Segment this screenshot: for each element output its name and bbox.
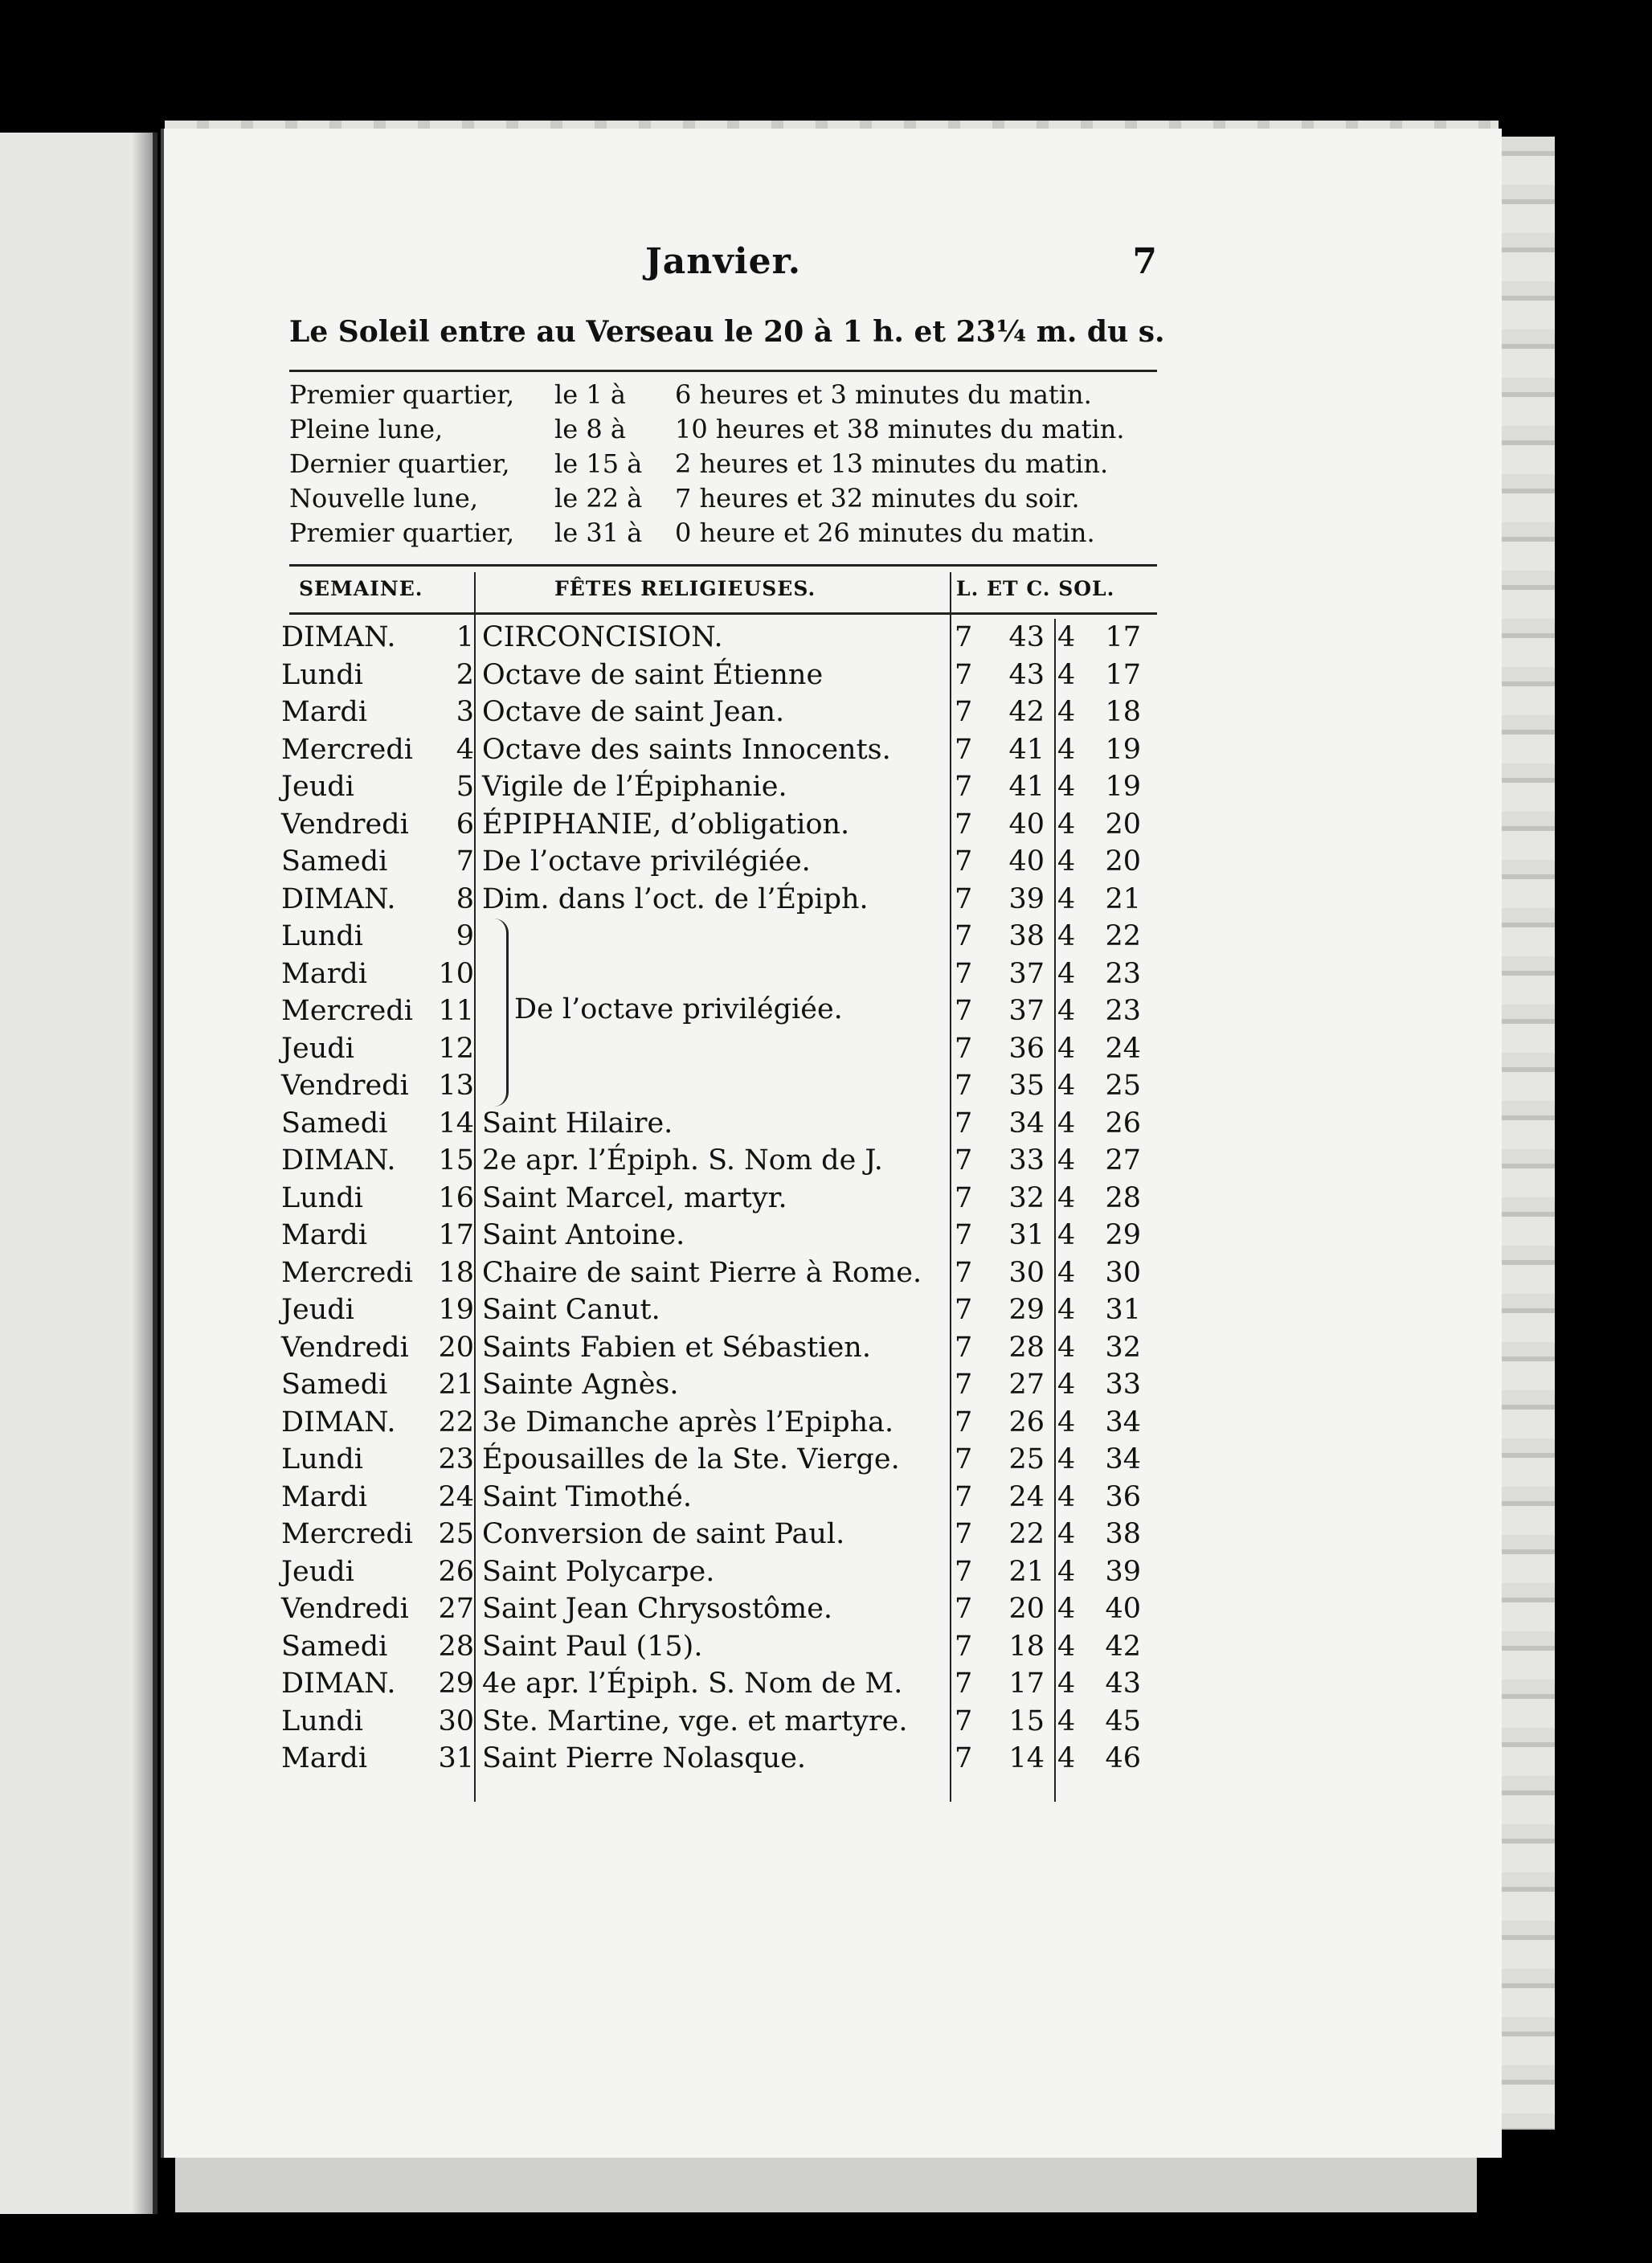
weekday: DIMAN. (281, 1406, 396, 1438)
feast-name: CIRCONCISION. (482, 621, 723, 653)
sunset-hour: 4 (1057, 845, 1076, 878)
divider (289, 370, 1157, 372)
moon-phase-row (289, 447, 1157, 481)
sunrise-minute: 25 (1008, 1443, 1045, 1475)
calendar-row (281, 1740, 1165, 1778)
feast-name: Octave de saint Étienne (482, 658, 824, 691)
sunrise-minute: 29 (1008, 1294, 1045, 1326)
sunrise-minute: 37 (1008, 957, 1045, 990)
header-feasts: FÊTES RELIGIEUSES. (554, 577, 816, 600)
weekday: Samedi (281, 1630, 388, 1663)
day-number: 14 (438, 1107, 474, 1140)
moon-phases (289, 378, 1157, 550)
weekday: Mardi (281, 1742, 368, 1774)
sunrise-minute: 41 (1008, 771, 1045, 803)
calendar-row (281, 1628, 1165, 1666)
sunrise-minute: 43 (1008, 658, 1045, 691)
feast-name: Saints Fabien et Sébastien. (482, 1331, 871, 1364)
divider (289, 612, 1157, 615)
sunrise-hour: 7 (955, 733, 973, 766)
feast-name: Saint Canut. (482, 1294, 660, 1326)
weekday: Mercredi (281, 1518, 413, 1550)
sunset-minute: 28 (1105, 1181, 1141, 1214)
day-number: 25 (438, 1518, 474, 1550)
moon-phase-row (289, 412, 1157, 447)
sunrise-minute: 35 (1008, 1070, 1045, 1102)
feast-name: Saint Paul (15). (482, 1630, 703, 1663)
calendar-row (281, 1291, 1165, 1329)
sunrise-minute: 22 (1008, 1518, 1045, 1550)
calendar-row (281, 1142, 1165, 1180)
sunrise-minute: 39 (1008, 882, 1045, 915)
day-number: 6 (456, 808, 474, 841)
sunset-minute: 32 (1105, 1331, 1141, 1364)
sunrise-minute: 32 (1008, 1181, 1045, 1214)
day-number: 8 (456, 882, 474, 915)
day-number: 9 (456, 920, 474, 952)
calendar-row (281, 694, 1165, 731)
calendar-row (281, 806, 1165, 844)
grouped-feast-label: De l’octave privilégiée. (514, 993, 843, 1025)
sunrise-minute: 20 (1008, 1593, 1045, 1625)
day-number: 23 (438, 1443, 474, 1475)
moon-phase-day: le 22 à (554, 483, 643, 514)
weekday: Lundi (281, 1181, 363, 1214)
moon-phase-time: 0 heure et 26 minutes du matin. (675, 518, 1095, 548)
sunrise-hour: 7 (955, 1704, 973, 1737)
weekday: Mercredi (281, 733, 413, 766)
calendar-row (281, 1105, 1165, 1143)
calendar-row (281, 1590, 1165, 1628)
sunrise-hour: 7 (955, 1369, 973, 1401)
sunrise-hour: 7 (955, 1555, 973, 1588)
sunset-minute: 24 (1105, 1032, 1141, 1065)
feast-name: ÉPIPHANIE, d’obligation. (482, 808, 850, 841)
sunset-hour: 4 (1057, 696, 1076, 728)
sunrise-minute: 14 (1008, 1742, 1045, 1774)
column-rule (474, 572, 476, 1802)
sunset-minute: 34 (1105, 1443, 1141, 1475)
sunset-hour: 4 (1057, 733, 1076, 766)
sunset-minute: 18 (1105, 696, 1141, 728)
day-number: 16 (438, 1181, 474, 1214)
sunrise-hour: 7 (955, 882, 973, 915)
sunset-minute: 17 (1105, 658, 1141, 691)
sunset-minute: 21 (1105, 882, 1141, 915)
sunrise-hour: 7 (955, 1668, 973, 1700)
weekday: Lundi (281, 1704, 363, 1737)
sunrise-hour: 7 (955, 1518, 973, 1550)
sunrise-hour: 7 (955, 621, 973, 653)
sunrise-minute: 40 (1008, 808, 1045, 841)
sunset-minute: 20 (1105, 845, 1141, 878)
feast-name: Saint Antoine. (482, 1219, 685, 1251)
sunset-hour: 4 (1057, 1443, 1076, 1475)
day-number: 3 (456, 696, 474, 728)
day-number: 20 (438, 1331, 474, 1364)
sunrise-minute: 42 (1008, 696, 1045, 728)
feast-name: Saint Timothé. (482, 1480, 693, 1513)
weekday: DIMAN. (281, 621, 396, 653)
sunset-minute: 19 (1105, 733, 1141, 766)
sunset-minute: 38 (1105, 1518, 1141, 1550)
sunrise-hour: 7 (955, 1630, 973, 1663)
sunset-hour: 4 (1057, 1555, 1076, 1588)
moon-phase-day: le 1 à (554, 379, 626, 410)
moon-phase-name: Pleine lune, (289, 414, 444, 444)
day-number: 7 (456, 845, 474, 878)
day-number: 18 (438, 1256, 474, 1289)
sunrise-minute: 31 (1008, 1219, 1045, 1251)
day-number: 24 (438, 1480, 474, 1513)
feast-name: Octave des saints Innocents. (482, 733, 891, 766)
day-number: 22 (438, 1406, 474, 1438)
sunset-minute: 46 (1105, 1742, 1141, 1774)
sunrise-hour: 7 (955, 771, 973, 803)
moon-phase-time: 2 heures et 13 minutes du matin. (675, 448, 1109, 479)
day-number: 27 (438, 1593, 474, 1625)
sunset-minute: 43 (1105, 1668, 1141, 1700)
day-number: 21 (438, 1369, 474, 1401)
sunset-hour: 4 (1057, 808, 1076, 841)
sunset-hour: 4 (1057, 1480, 1076, 1513)
sunrise-hour: 7 (955, 1406, 973, 1438)
sunset-hour: 4 (1057, 1331, 1076, 1364)
sunrise-hour: 7 (955, 1593, 973, 1625)
sunset-hour: 4 (1057, 771, 1076, 803)
day-number: 29 (438, 1668, 474, 1700)
weekday: Mardi (281, 1480, 368, 1513)
sunset-hour: 4 (1057, 1294, 1076, 1326)
sunrise-hour: 7 (955, 1742, 973, 1774)
sunset-hour: 4 (1057, 882, 1076, 915)
day-number: 11 (438, 995, 474, 1027)
feast-name: Saint Polycarpe. (482, 1555, 715, 1588)
sunset-hour: 4 (1057, 1144, 1076, 1177)
sunset-minute: 34 (1105, 1406, 1141, 1438)
weekday: Lundi (281, 658, 363, 691)
feast-name: Conversion de saint Paul. (482, 1518, 845, 1550)
feast-name: Saint Marcel, martyr. (482, 1181, 787, 1214)
calendar-row (281, 843, 1165, 881)
calendar-row (281, 1067, 1165, 1105)
calendar-row (281, 956, 1165, 993)
sunrise-hour: 7 (955, 1480, 973, 1513)
calendar-row (281, 1217, 1165, 1254)
weekday: Vendredi (281, 1593, 409, 1625)
calendar-row (281, 1703, 1165, 1741)
weekday: Vendredi (281, 1070, 409, 1102)
moon-phase-name: Premier quartier, (289, 518, 515, 548)
sunset-minute: 17 (1105, 621, 1141, 653)
sunrise-hour: 7 (955, 1070, 973, 1102)
page-gutter-shadow (132, 133, 153, 2214)
day-number: 2 (456, 658, 474, 691)
day-number: 10 (438, 957, 474, 990)
sunset-hour: 4 (1057, 1219, 1076, 1251)
sunrise-minute: 17 (1008, 1668, 1045, 1700)
feast-name: Saint Hilaire. (482, 1107, 673, 1140)
sunrise-minute: 27 (1008, 1369, 1045, 1401)
feast-name: Vigile de l’Épiphanie. (482, 771, 787, 803)
sunrise-minute: 18 (1008, 1630, 1045, 1663)
feast-name: Épousailles de la Ste. Vierge. (482, 1443, 900, 1475)
sunset-minute: 30 (1105, 1256, 1141, 1289)
moon-phase-time: 10 heures et 38 minutes du matin. (675, 414, 1125, 444)
calendar-row (281, 1329, 1165, 1367)
sunrise-minute: 37 (1008, 995, 1045, 1027)
sunrise-hour: 7 (955, 1144, 973, 1177)
day-number: 30 (438, 1704, 474, 1737)
weekday: Mardi (281, 696, 368, 728)
sunrise-hour: 7 (955, 1443, 973, 1475)
sunset-hour: 4 (1057, 1107, 1076, 1140)
weekday: Mardi (281, 1219, 368, 1251)
sunrise-hour: 7 (955, 696, 973, 728)
calendar-row (281, 1553, 1165, 1591)
sunrise-hour: 7 (955, 1107, 973, 1140)
weekday: Lundi (281, 1443, 363, 1475)
sunset-hour: 4 (1057, 1518, 1076, 1550)
sunrise-hour: 7 (955, 1219, 973, 1251)
day-number: 26 (438, 1555, 474, 1588)
feast-name: Chaire de saint Pierre à Rome. (482, 1256, 922, 1289)
sunset-minute: 23 (1105, 995, 1141, 1027)
column-rule (1054, 619, 1056, 1802)
header-week: SEMAINE. (299, 577, 423, 600)
month-title: Janvier. (644, 241, 802, 282)
sunrise-minute: 36 (1008, 1032, 1045, 1065)
feast-name: 4e apr. l’Épiph. S. Nom de M. (482, 1668, 903, 1700)
weekday: Samedi (281, 845, 388, 878)
weekday: Jeudi (281, 1555, 354, 1588)
calendar-row (281, 1404, 1165, 1442)
weekday: Mercredi (281, 995, 413, 1027)
feast-name: Ste. Martine, vge. et martyre. (482, 1704, 908, 1737)
day-number: 4 (456, 733, 474, 766)
feast-name: Saint Jean Chrysostôme. (482, 1593, 833, 1625)
octave-brace (490, 919, 509, 1107)
calendar-row (281, 1254, 1165, 1292)
sunset-hour: 4 (1057, 1630, 1076, 1663)
day-number: 1 (456, 621, 474, 653)
calendar-row (281, 1441, 1165, 1479)
sunset-hour: 4 (1057, 957, 1076, 990)
weekday: Mardi (281, 957, 368, 990)
weekday: Vendredi (281, 1331, 409, 1364)
moon-phase-name: Premier quartier, (289, 379, 515, 410)
day-number: 13 (438, 1070, 474, 1102)
sunset-hour: 4 (1057, 1070, 1076, 1102)
sunset-minute: 22 (1105, 920, 1141, 952)
day-number: 31 (438, 1742, 474, 1774)
moon-phase-time: 7 heures et 32 minutes du soir. (675, 483, 1080, 514)
sunrise-hour: 7 (955, 1032, 973, 1065)
day-number: 5 (456, 771, 474, 803)
moon-phase-name: Nouvelle lune, (289, 483, 479, 514)
calendar-row (281, 918, 1165, 956)
sunrise-hour: 7 (955, 995, 973, 1027)
moon-phase-row (289, 481, 1157, 516)
divider (289, 564, 1157, 567)
day-number: 28 (438, 1630, 474, 1663)
sunrise-minute: 43 (1008, 621, 1045, 653)
sunset-minute: 42 (1105, 1630, 1141, 1663)
weekday: Samedi (281, 1369, 388, 1401)
feast-name: Dim. dans l’oct. de l’Épiph. (482, 882, 869, 915)
facing-page (0, 133, 157, 2214)
day-number: 15 (438, 1144, 474, 1177)
moon-phase-day: le 31 à (554, 518, 643, 548)
feast-name: Saint Pierre Nolasque. (482, 1742, 807, 1774)
sunset-hour: 4 (1057, 1668, 1076, 1700)
moon-phase-row (289, 516, 1157, 550)
moon-phase-day: le 8 à (554, 414, 626, 444)
sunrise-hour: 7 (955, 957, 973, 990)
weekday: Jeudi (281, 1032, 354, 1065)
sunset-minute: 40 (1105, 1593, 1141, 1625)
sunrise-hour: 7 (955, 1331, 973, 1364)
sunset-hour: 4 (1057, 1704, 1076, 1737)
calendar-row (281, 619, 1165, 657)
sunset-minute: 33 (1105, 1369, 1141, 1401)
sunset-minute: 29 (1105, 1219, 1141, 1251)
sunrise-hour: 7 (955, 1256, 973, 1289)
sunset-minute: 23 (1105, 957, 1141, 990)
sunset-hour: 4 (1057, 1742, 1076, 1774)
sunrise-minute: 24 (1008, 1480, 1045, 1513)
sunrise-hour: 7 (955, 920, 973, 952)
sunset-minute: 31 (1105, 1294, 1141, 1326)
moon-phase-time: 6 heures et 3 minutes du matin. (675, 379, 1092, 410)
sunrise-hour: 7 (955, 658, 973, 691)
sunset-minute: 36 (1105, 1480, 1141, 1513)
calendar-row (281, 1030, 1165, 1068)
sunrise-minute: 28 (1008, 1331, 1045, 1364)
column-rule (950, 572, 951, 1802)
feast-name: 3e Dimanche après l’Epipha. (482, 1406, 894, 1438)
moon-phase-name: Dernier quartier, (289, 448, 510, 479)
moon-phase-day: le 15 à (554, 448, 643, 479)
sunset-hour: 4 (1057, 1593, 1076, 1625)
sunset-hour: 4 (1057, 1032, 1076, 1065)
sunset-hour: 4 (1057, 621, 1076, 653)
calendar-row (281, 1180, 1165, 1217)
calendar-row (281, 1479, 1165, 1516)
sunrise-hour: 7 (955, 1181, 973, 1214)
sunset-hour: 4 (1057, 1181, 1076, 1214)
sunset-minute: 25 (1105, 1070, 1141, 1102)
feast-name: Sainte Agnès. (482, 1369, 679, 1401)
sunrise-minute: 33 (1008, 1144, 1045, 1177)
weekday: Mercredi (281, 1256, 413, 1289)
sunset-minute: 27 (1105, 1144, 1141, 1177)
page-header (289, 241, 1157, 305)
calendar-row (281, 657, 1165, 694)
sunrise-minute: 21 (1008, 1555, 1045, 1588)
sunset-hour: 4 (1057, 995, 1076, 1027)
day-number: 19 (438, 1294, 474, 1326)
sunrise-hour: 7 (955, 845, 973, 878)
sunrise-minute: 30 (1008, 1256, 1045, 1289)
header-sun: L. ET C. SOL. (956, 577, 1115, 600)
feast-name: 2e apr. l’Épiph. S. Nom de J. (482, 1144, 883, 1177)
sunrise-minute: 41 (1008, 733, 1045, 766)
day-number: 12 (438, 1032, 474, 1065)
calendar-row (281, 1665, 1165, 1703)
sunrise-minute: 26 (1008, 1406, 1045, 1438)
calendar-table (281, 619, 1165, 1778)
weekday: DIMAN. (281, 1668, 396, 1700)
sunset-minute: 19 (1105, 771, 1141, 803)
sunset-hour: 4 (1057, 920, 1076, 952)
sunset-hour: 4 (1057, 1369, 1076, 1401)
sunset-hour: 4 (1057, 1406, 1076, 1438)
weekday: Lundi (281, 920, 363, 952)
calendar-row (281, 881, 1165, 919)
feast-name: Octave de saint Jean. (482, 696, 785, 728)
sun-sign-note: Le Soleil entre au Verseau le 20 à 1 h. et 23¼ m. du s. (289, 315, 1165, 349)
sunrise-minute: 40 (1008, 845, 1045, 878)
weekday: DIMAN. (281, 1144, 396, 1177)
calendar-row (281, 768, 1165, 806)
sunset-hour: 4 (1057, 658, 1076, 691)
sunrise-minute: 38 (1008, 920, 1045, 952)
sunrise-minute: 34 (1008, 1107, 1045, 1140)
sunset-minute: 20 (1105, 808, 1141, 841)
sunrise-hour: 7 (955, 808, 973, 841)
weekday: Vendredi (281, 808, 409, 841)
calendar-header (289, 577, 1157, 609)
weekday: DIMAN. (281, 882, 396, 915)
weekday: Samedi (281, 1107, 388, 1140)
calendar-row (281, 1366, 1165, 1404)
day-number: 17 (438, 1219, 474, 1251)
sunset-minute: 39 (1105, 1555, 1141, 1588)
calendar-row (281, 1516, 1165, 1553)
sunset-minute: 45 (1105, 1704, 1141, 1737)
sunrise-hour: 7 (955, 1294, 973, 1326)
feast-name: De l’octave privilégiée. (482, 845, 811, 878)
sunset-hour: 4 (1057, 1256, 1076, 1289)
weekday: Jeudi (281, 1294, 354, 1326)
weekday: Jeudi (281, 771, 354, 803)
sunset-minute: 26 (1105, 1107, 1141, 1140)
calendar-row (281, 731, 1165, 769)
page-number: 7 (1132, 241, 1157, 282)
moon-phase-row (289, 378, 1157, 412)
sunrise-minute: 15 (1008, 1704, 1045, 1737)
